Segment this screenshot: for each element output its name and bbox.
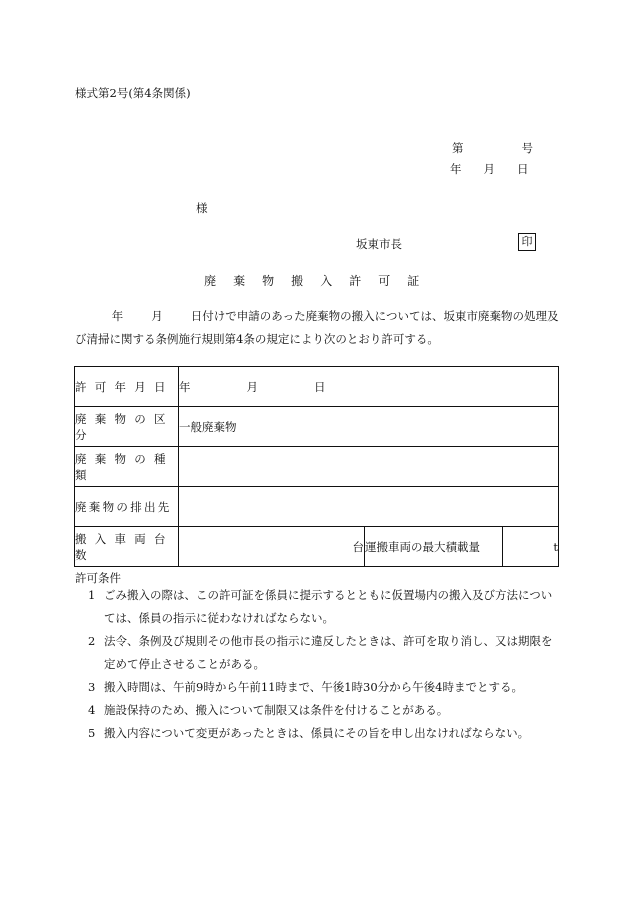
condition-text: 法令、条例及び規則その他市長の指示に違反したときは、許可を取り消し、又は期限を定めて停止させることがある。	[104, 634, 553, 671]
waste-origin-value	[179, 487, 559, 527]
permit-year-label: 年	[179, 379, 191, 394]
statement-month: 月	[151, 309, 163, 323]
waste-type-value	[179, 447, 559, 487]
number-prefix: 第	[452, 141, 464, 155]
statement-year: 年	[111, 309, 124, 323]
conditions-list	[75, 584, 559, 745]
condition-text: 施設保持のため、搬入について制限又は条件を付けることがある。	[104, 703, 449, 717]
condition-number: 3	[88, 680, 96, 694]
waste-category-label: 廃 棄 物 の 区 分	[75, 407, 179, 447]
max-load-unit: t	[503, 527, 559, 567]
addressee: 様	[196, 201, 208, 215]
issuer: 坂東市長	[356, 237, 402, 251]
waste-category-value: 一般廃棄物	[179, 407, 559, 447]
issue-day-label: 日	[517, 162, 529, 176]
conditions-heading: 許可条件	[75, 571, 121, 585]
condition-text: 搬入内容について変更があったときは、係員にその旨を申し出なければならない。	[104, 726, 530, 740]
list-item	[75, 676, 559, 699]
document-title: 廃 棄 物 搬 入 許 可 証	[204, 274, 426, 288]
condition-number: 5	[88, 726, 96, 740]
list-item	[75, 722, 559, 745]
table-row	[75, 367, 559, 407]
seal-stamp: 印	[518, 233, 536, 251]
permit-date-label: 許 可 年 月 日	[75, 367, 179, 407]
issue-year-label: 年	[450, 162, 462, 176]
table-row	[75, 407, 559, 447]
table-row	[75, 487, 559, 527]
permit-day-label: 日	[314, 379, 326, 394]
list-item	[75, 699, 559, 722]
statement-text: 日付けで申請のあった廃棄物の搬入については、坂東市廃棄物の処理及び清掃に関する条例施行規則第4条の規定により次のとおり許可する。	[75, 309, 559, 346]
number-suffix: 号	[521, 141, 533, 155]
condition-text: ごみ搬入の際は、この許可証を係員に提示するとともに仮置場内の搬入及び方法については、係員の指示に従わなければならない。	[104, 588, 553, 625]
issue-date	[450, 161, 532, 177]
list-item	[75, 630, 559, 676]
condition-number: 4	[88, 703, 96, 717]
waste-type-label: 廃 棄 物 の 種 類	[75, 447, 179, 487]
table-row	[75, 447, 559, 487]
issue-month-label: 月	[483, 162, 495, 176]
vehicle-count-label: 搬 入 車 両 台 数	[75, 527, 179, 567]
list-item	[75, 584, 559, 630]
document-number	[452, 140, 532, 156]
condition-number: 1	[88, 588, 96, 602]
permit-month-label: 月	[246, 379, 258, 394]
max-load-label: 運搬車両の最大積載量	[365, 527, 503, 567]
permit-table	[74, 366, 559, 567]
permit-statement	[75, 305, 559, 351]
table-row	[75, 527, 559, 567]
condition-text: 搬入時間は、午前9時から午前11時まで、午後1時30分から午後4時までとする。	[104, 680, 523, 694]
vehicle-count-unit: 台	[179, 527, 365, 567]
condition-number: 2	[88, 634, 96, 648]
permit-date-value	[179, 367, 559, 407]
waste-origin-label: 廃棄物の排出先	[75, 487, 179, 527]
form-label: 様式第2号(第4条関係)	[75, 86, 191, 100]
